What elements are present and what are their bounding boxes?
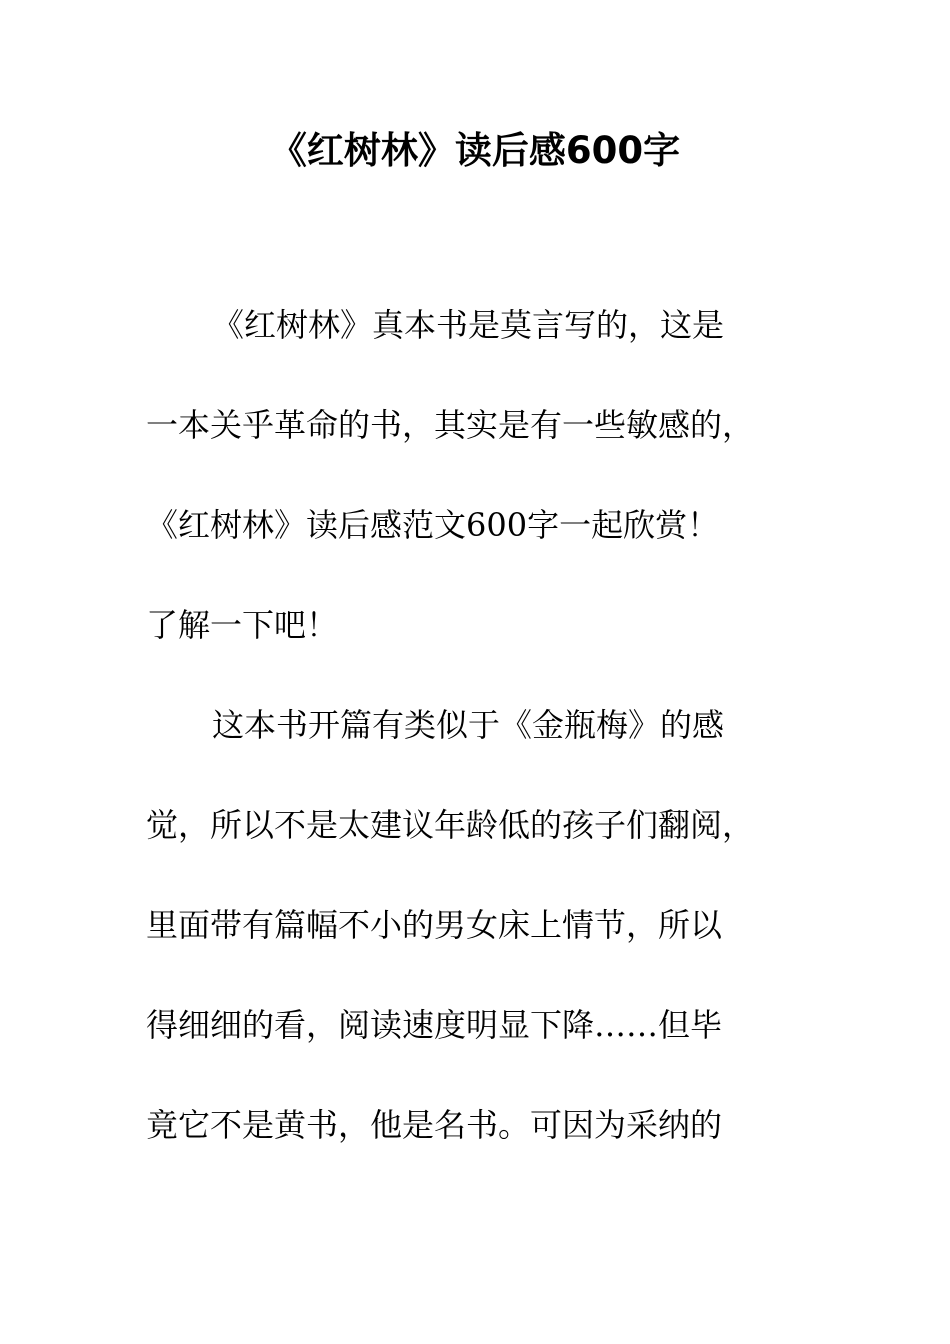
paragraph-2-line-5: 竟它不是黄书，他是名书。可因为采纳的 bbox=[146, 1106, 723, 1144]
paragraph-1-line-1: 《红树林》真本书是莫言写的，这是 bbox=[212, 306, 725, 344]
paragraph-2-line-1: 这本书开篇有类似于《金瓶梅》的感 bbox=[212, 706, 725, 744]
paragraph-1-line-2: 一本关乎革命的书，其实是有一些敏感的， bbox=[146, 406, 755, 444]
paragraph-1-line-4: 了解一下吧！ bbox=[146, 606, 339, 644]
paragraph-1-line-3: 《红树林》读后感范文600字一起欣赏！ bbox=[146, 506, 720, 544]
paragraph-2-line-2: 觉，所以不是太建议年龄低的孩子们翻阅， bbox=[146, 806, 755, 844]
paragraph-2-line-3: 里面带有篇幅不小的男女床上情节，所以 bbox=[146, 906, 723, 944]
document-title: 《红树林》读后感600字 bbox=[269, 129, 681, 172]
paragraph-2-line-4: 得细细的看，阅读速度明显下降……但毕 bbox=[146, 1006, 723, 1044]
